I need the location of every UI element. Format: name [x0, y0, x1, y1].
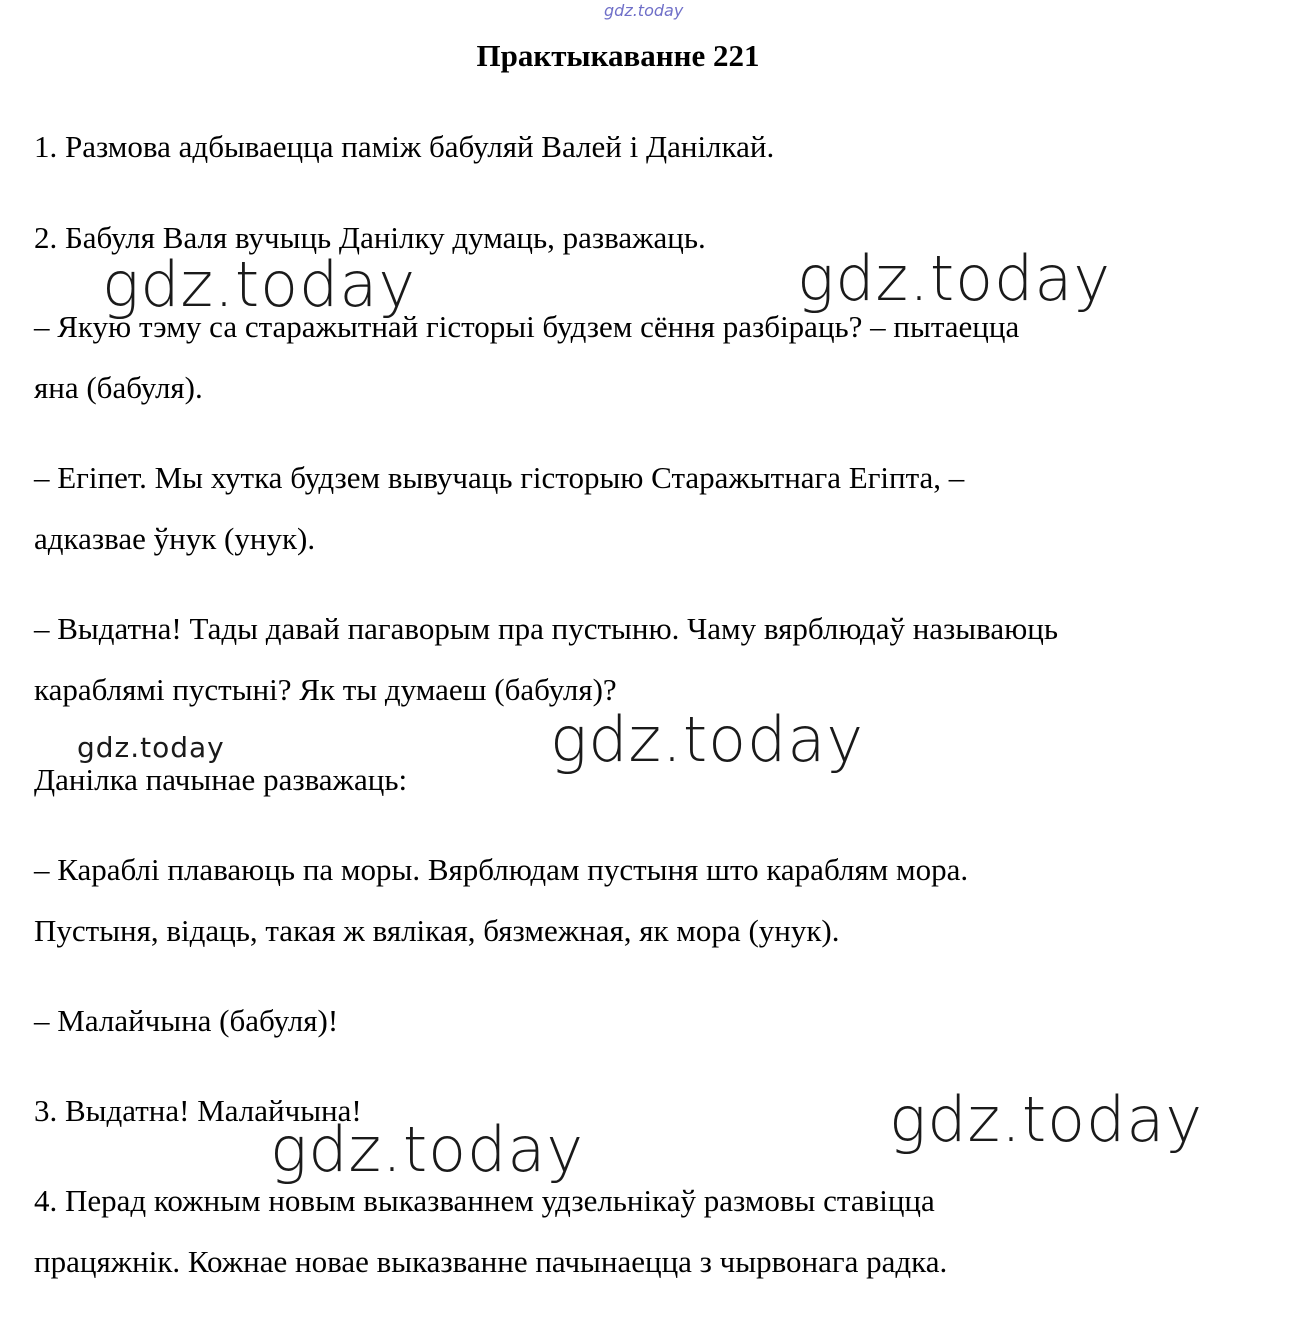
watermark: gdz.today — [102, 248, 417, 321]
answer-line-3: 3. Выдатна! Малайчына! — [34, 1093, 362, 1128]
answer-line-1: 1. Размова адбываецца паміж бабуляй Валей і Данілкай. — [34, 129, 775, 164]
answer-line-4a: 4. Перад кожным новым выказваннем удзельнікаў размовы ставіцца — [34, 1183, 935, 1218]
page-title: Практыкаванне 221 — [476, 38, 760, 73]
dialogue-line-6: – Малайчына (бабуля)! — [34, 1003, 339, 1038]
watermark: gdz.today — [550, 703, 865, 776]
dialogue-line-1b: яна (бабуля). — [34, 370, 203, 405]
dialogue-line-4: Данілка пачынае разважаць: — [34, 762, 408, 797]
watermark-top: gdz.today — [604, 1, 684, 20]
watermark: gdz.today — [270, 1113, 585, 1186]
dialogue-line-3a: – Выдатна! Тады давай пагаворым пра пустыню. Чаму вярблюдаў называюць — [34, 611, 1058, 646]
watermark: gdz.today — [889, 1083, 1204, 1156]
dialogue-line-2a: – Егіпет. Мы хутка будзем вывучаць гісторыю Старажытнага Егіпта, – — [34, 460, 965, 495]
dialogue-line-2b: адказвае ўнук (унук). — [34, 521, 316, 556]
dialogue-line-5a: – Караблі плаваюць па моры. Вярблюдам пустыня што караблям мора. — [34, 852, 969, 887]
dialogue-line-1a: – Якую тэму са старажытнай гісторыі будзем сёння разбіраць? – пытаецца — [34, 309, 1020, 344]
watermark: gdz.today — [77, 731, 225, 764]
dialogue-line-5b: Пустыня, відаць, такая ж вялікая, бязмежная, як мора (унук). — [34, 913, 840, 948]
dialogue-line-3b: караблямі пустыні? Як ты думаеш (бабуля)? — [34, 672, 617, 707]
answer-line-2: 2. Бабуля Валя вучыць Данілку думаць, разважаць. — [34, 220, 706, 255]
watermark: gdz.today — [797, 242, 1112, 315]
answer-line-4b: працяжнік. Кожнае новае выказванне пачынаецца з чырвонага радка. — [34, 1244, 948, 1279]
